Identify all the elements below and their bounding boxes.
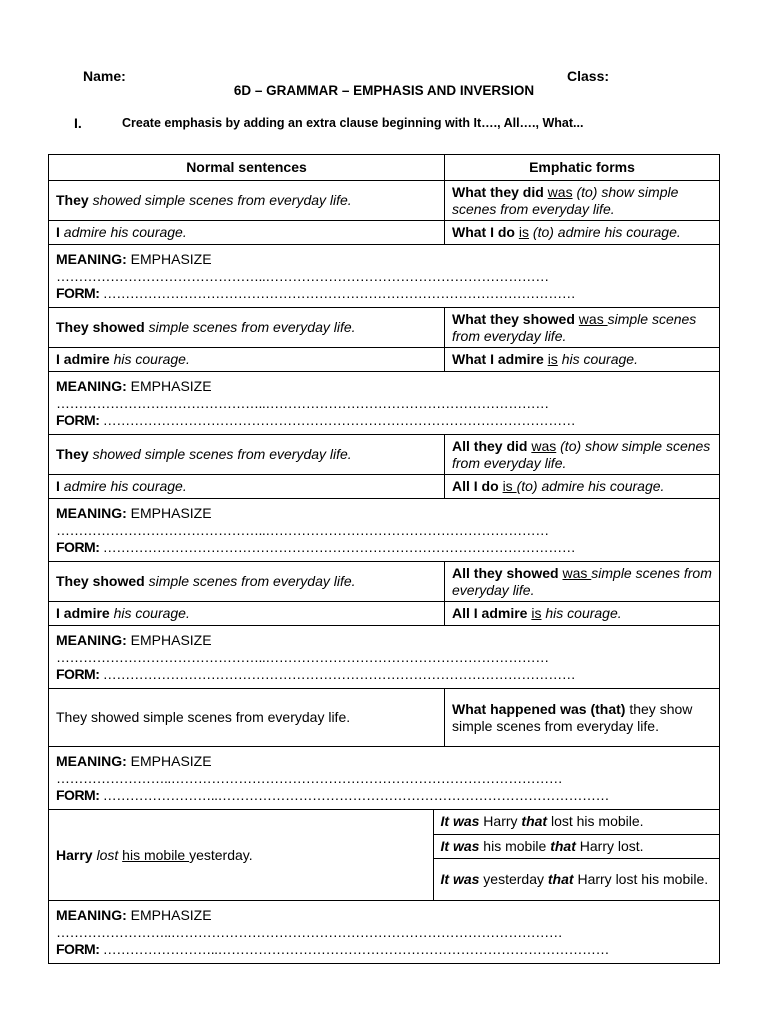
form-line	[56, 941, 712, 958]
text-run: What they did	[452, 183, 544, 200]
meaning-line	[56, 251, 712, 268]
text-run: is	[547, 351, 558, 367]
worksheet-table	[48, 154, 720, 964]
text-run: I	[56, 478, 60, 494]
form-dots: ……………………………………………………………………………………………	[102, 411, 576, 428]
form-label: FORM:	[56, 411, 100, 428]
column-header-label: Emphatic forms	[529, 159, 635, 175]
form-line	[56, 539, 712, 556]
text-run: I admire	[56, 605, 110, 621]
text-run: showed simple scenes from everyday life.	[88, 446, 352, 462]
form-dots: ……………………..……………………………………………………………………………	[102, 786, 610, 803]
text-run: All I do	[452, 478, 499, 494]
answer-dots-line: ………………………………………..………………………………………………………	[56, 394, 549, 411]
text-run: All they showed	[452, 564, 559, 581]
text-run: They showed simple scenes from everyday life.	[56, 709, 351, 725]
cleft-subtable	[49, 810, 719, 900]
table-row	[49, 435, 720, 475]
column-header-label: Normal sentences	[186, 159, 307, 175]
text-run: They showed	[56, 319, 145, 335]
text-run: They	[56, 446, 89, 462]
table-row	[49, 499, 720, 562]
table-row	[49, 348, 720, 372]
instruction-text: Create emphasis by adding an extra clause beginning with It…., All…., What...	[122, 116, 584, 130]
text-run: lost	[96, 846, 119, 863]
text-run: It was	[440, 837, 480, 854]
form-label: FORM:	[56, 786, 100, 803]
text-run: is	[518, 224, 530, 240]
text-run: his courage.	[109, 351, 190, 367]
text-run: (to) admire his courage.	[529, 224, 681, 240]
text-run: They showed	[56, 573, 145, 589]
form-dots: ……………………..……………………………………………………………………………	[102, 940, 610, 957]
text-run: (to) show simple scenes from everyday life.	[452, 183, 679, 217]
meaning-form-cell	[49, 499, 720, 562]
text-run: Harry	[56, 846, 93, 863]
meaning-form-cell	[49, 245, 720, 308]
text-run: (to) show simple scenes from everyday life.	[452, 437, 711, 471]
text-run: that	[547, 870, 574, 887]
column-header-emphatic	[445, 155, 720, 181]
form-label: FORM:	[56, 940, 100, 957]
text-run: that	[521, 813, 548, 830]
table-row	[49, 181, 720, 221]
emphatic-form-cell	[445, 689, 720, 747]
meaning-value: EMPHASIZE	[130, 504, 212, 521]
text-run: admire his courage.	[59, 224, 187, 240]
emphatic-form-cell	[445, 562, 720, 602]
table-row	[49, 747, 720, 810]
meaning-value: EMPHASIZE	[130, 906, 212, 923]
text-run: his courage.	[109, 605, 190, 621]
emphatic-form-cell	[445, 475, 720, 499]
text-run: his mobile	[122, 846, 190, 863]
text-run: showed simple scenes from everyday life.	[88, 192, 352, 208]
meaning-form-cell	[49, 747, 720, 810]
text-run: What I admire	[452, 351, 544, 367]
meaning-label: MEANING:	[56, 250, 127, 267]
section-number: I.	[74, 115, 82, 131]
emphatic-form-cell	[445, 181, 720, 221]
text-run: yesterday.	[189, 846, 253, 863]
cleft-group-cell	[49, 810, 720, 901]
text-run: yesterday	[479, 870, 548, 887]
text-run: simple scenes from everyday life.	[144, 319, 356, 335]
answer-dots-line: ………………………………………..………………………………………………………	[56, 521, 549, 538]
normal-sentence-cell	[49, 810, 433, 900]
normal-sentence-cell	[49, 602, 445, 626]
emphatic-form-cell	[433, 834, 719, 858]
text-run: simple scenes from everyday life.	[144, 573, 356, 589]
emphatic-form-cell	[433, 810, 719, 834]
text-run: Harry	[479, 813, 522, 830]
table-row	[49, 602, 720, 626]
meaning-value: EMPHASIZE	[130, 377, 212, 394]
text-run: What I do	[452, 224, 515, 240]
form-label: FORM:	[56, 665, 100, 682]
form-line	[56, 787, 712, 804]
table-row	[49, 901, 720, 964]
form-line	[56, 285, 712, 302]
text-run: What happened was (that)	[452, 700, 626, 717]
table-row	[49, 308, 720, 348]
name-label: Name:	[83, 68, 126, 84]
text-run: his mobile	[479, 837, 551, 854]
form-label: FORM:	[56, 284, 100, 301]
table-row	[49, 689, 720, 747]
text-run: was	[531, 437, 557, 454]
emphatic-form-cell	[445, 602, 720, 626]
emphatic-form-cell	[445, 435, 720, 475]
table-row	[49, 475, 720, 499]
table-row	[49, 562, 720, 602]
normal-sentence-cell	[49, 562, 445, 602]
text-run: Harry lost.	[575, 837, 644, 854]
text-run: All they did	[452, 437, 528, 454]
form-dots: ……………………………………………………………………………………………	[102, 284, 576, 301]
text-run: simple scenes from everyday life.	[452, 310, 697, 344]
text-run: It was	[440, 813, 480, 830]
meaning-value: EMPHASIZE	[130, 631, 212, 648]
meaning-form-cell	[49, 901, 720, 964]
meaning-form-cell	[49, 372, 720, 435]
text-run: was	[578, 310, 608, 327]
meaning-label: MEANING:	[56, 631, 127, 648]
meaning-value: EMPHASIZE	[130, 250, 212, 267]
answer-dots-line: ……………………..……………………………………………………………………………	[56, 923, 563, 940]
form-label: FORM:	[56, 538, 100, 555]
text-run: I admire	[56, 351, 110, 367]
table-row	[49, 810, 719, 834]
text-run: What they showed	[452, 310, 575, 327]
normal-sentence-cell	[49, 221, 445, 245]
meaning-value: EMPHASIZE	[130, 752, 212, 769]
text-run: They	[56, 192, 89, 208]
class-label: Class:	[567, 68, 610, 84]
form-dots: ……………………………………………………………………………………………	[102, 538, 576, 555]
text-run: All I admire	[452, 605, 528, 621]
meaning-label: MEANING:	[56, 752, 127, 769]
table-row	[49, 626, 720, 689]
text-run: was	[562, 564, 592, 581]
text-run: (to) admire his courage.	[516, 478, 665, 494]
text-run: I	[56, 224, 60, 240]
meaning-form-cell	[49, 626, 720, 689]
text-run: his courage.	[557, 351, 638, 367]
text-run: was	[547, 183, 573, 200]
normal-sentence-cell	[49, 308, 445, 348]
table-row	[49, 221, 720, 245]
text-run: lost his mobile.	[547, 813, 644, 830]
answer-dots-line: ………………………………………..………………………………………………………	[56, 267, 549, 284]
normal-sentence-cell	[49, 181, 445, 221]
text-run: that	[550, 837, 576, 854]
text-run: It was	[440, 870, 480, 887]
table-row	[49, 155, 720, 181]
text-run: they show simple scenes from everyday life.	[452, 700, 693, 734]
meaning-line	[56, 378, 712, 395]
column-header-normal	[49, 155, 445, 181]
normal-sentence-cell	[49, 348, 445, 372]
normal-sentence-cell	[49, 475, 445, 499]
meaning-label: MEANING:	[56, 377, 127, 394]
meaning-line	[56, 505, 712, 522]
form-line	[56, 666, 712, 683]
emphatic-form-cell	[445, 308, 720, 348]
text-run: is	[502, 478, 517, 494]
answer-dots-line: ……………………..……………………………………………………………………………	[56, 769, 563, 786]
meaning-line	[56, 907, 712, 924]
text-run: Harry lost his mobile.	[573, 870, 709, 887]
table-row	[49, 245, 720, 308]
meaning-line	[56, 753, 712, 770]
normal-sentence-cell	[49, 689, 445, 747]
text-run: admire his courage.	[59, 478, 187, 494]
normal-sentence-cell	[49, 435, 445, 475]
answer-dots-line: ………………………………………..………………………………………………………	[56, 648, 549, 665]
text-run: his courage.	[541, 605, 622, 621]
meaning-label: MEANING:	[56, 504, 127, 521]
emphatic-form-cell	[445, 348, 720, 372]
form-dots: ……………………………………………………………………………………………	[102, 665, 576, 682]
text-run: simple scenes from everyday life.	[452, 564, 712, 598]
text-run: is	[531, 605, 542, 621]
emphatic-form-cell	[445, 221, 720, 245]
table-row	[49, 372, 720, 435]
page-title: 6D – GRAMMAR – EMPHASIS AND INVERSION	[233, 83, 535, 98]
table-row	[49, 810, 720, 901]
meaning-line	[56, 632, 712, 649]
meaning-label: MEANING:	[56, 906, 127, 923]
emphatic-form-cell	[433, 858, 719, 900]
form-line	[56, 412, 712, 429]
